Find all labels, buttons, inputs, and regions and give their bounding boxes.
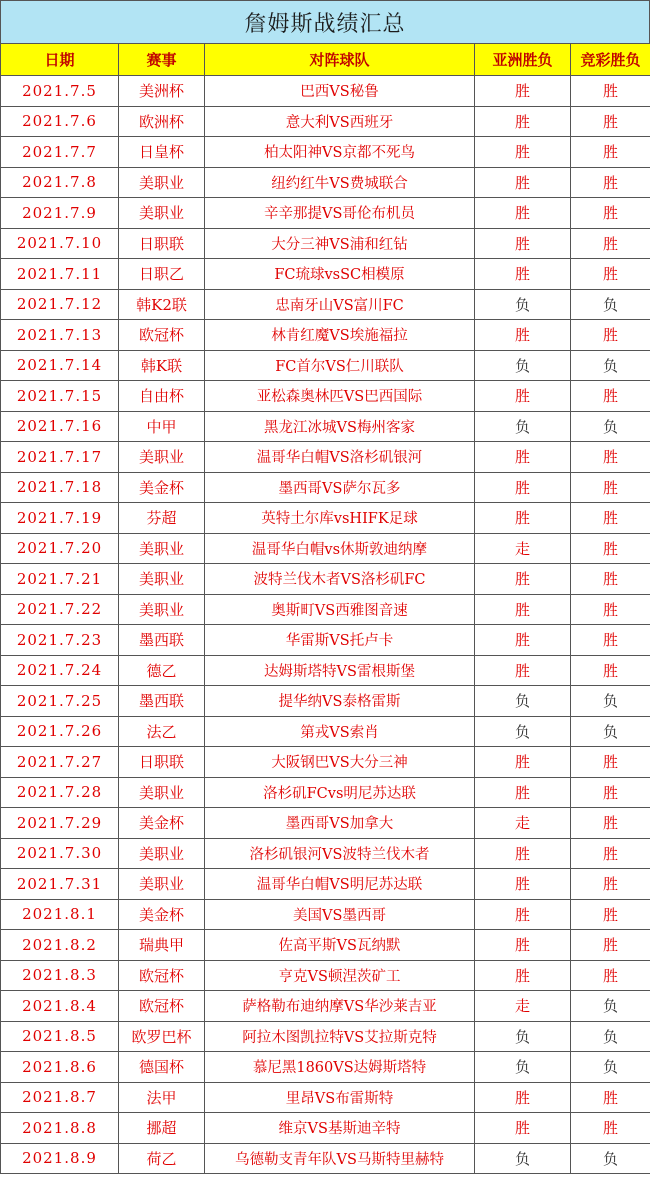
asian-result-cell: 胜 [475,747,571,778]
asian-result-cell: 负 [475,686,571,717]
event-cell: 美职业 [119,198,205,229]
table-row [1,289,650,320]
lottery-result-cell: 胜 [571,808,650,839]
lottery-result-cell: 胜 [571,564,650,595]
date-cell: 2021.7.17 [1,442,119,473]
asian-result-cell: 胜 [475,198,571,229]
table-row [1,228,650,259]
match-cell: 墨西哥VS加拿大 [205,808,475,839]
event-cell: 日职乙 [119,259,205,290]
match-cell: 巴西VS秘鲁 [205,76,475,107]
table-row [1,899,650,930]
match-cell: 林肯红魔VS埃施福拉 [205,320,475,351]
lottery-result-cell: 负 [571,1143,650,1174]
lottery-result-cell: 胜 [571,747,650,778]
asian-result-cell: 负 [475,1052,571,1083]
table-row [1,1021,650,1052]
event-cell: 荷乙 [119,1143,205,1174]
table-row [1,76,650,107]
date-cell: 2021.7.8 [1,167,119,198]
asian-result-cell: 走 [475,808,571,839]
asian-result-cell: 胜 [475,503,571,534]
event-cell: 欧冠杯 [119,320,205,351]
date-cell: 2021.7.29 [1,808,119,839]
match-cell: 波特兰伐木者VS洛杉矶FC [205,564,475,595]
match-cell: 辛辛那提VS哥伦布机员 [205,198,475,229]
table-row [1,625,650,656]
lottery-result-cell: 负 [571,716,650,747]
match-cell: 温哥华白帽VS明尼苏达联 [205,869,475,900]
asian-result-cell: 负 [475,350,571,381]
match-cell: 意大利VS西班牙 [205,106,475,137]
asian-result-cell: 胜 [475,1082,571,1113]
event-cell: 美职业 [119,777,205,808]
date-cell: 2021.7.9 [1,198,119,229]
asian-result-cell: 负 [475,716,571,747]
table-row [1,381,650,412]
date-cell: 2021.7.15 [1,381,119,412]
asian-result-cell: 负 [475,411,571,442]
match-cell: 提华纳VS泰格雷斯 [205,686,475,717]
match-cell: 萨格勒布迪纳摩VS华沙莱吉亚 [205,991,475,1022]
match-cell: FC琉球vsSC相模原 [205,259,475,290]
table-row [1,594,650,625]
table-row [1,411,650,442]
date-cell: 2021.7.20 [1,533,119,564]
match-cell: 乌德勒支青年队VS马斯特里赫特 [205,1143,475,1174]
table-row [1,1143,650,1174]
date-cell: 2021.7.7 [1,137,119,168]
date-cell: 2021.7.21 [1,564,119,595]
asian-result-cell: 胜 [475,228,571,259]
event-cell: 法乙 [119,716,205,747]
asian-result-cell: 胜 [475,442,571,473]
match-cell: 第戎VS索肖 [205,716,475,747]
date-cell: 2021.8.7 [1,1082,119,1113]
date-cell: 2021.8.1 [1,899,119,930]
date-cell: 2021.8.3 [1,960,119,991]
lottery-result-cell: 胜 [571,381,650,412]
header-event: 赛事 [119,44,205,76]
event-cell: 美职业 [119,869,205,900]
event-cell: 瑞典甲 [119,930,205,961]
lottery-result-cell: 胜 [571,533,650,564]
match-cell: 温哥华白帽VS洛杉矶银河 [205,442,475,473]
event-cell: 美职业 [119,838,205,869]
sheet-title: 詹姆斯战绩汇总 [0,0,650,44]
event-cell: 美职业 [119,167,205,198]
lottery-result-cell: 胜 [571,655,650,686]
date-cell: 2021.7.16 [1,411,119,442]
match-cell: 纽约红牛VS费城联合 [205,167,475,198]
asian-result-cell: 胜 [475,655,571,686]
event-cell: 墨西联 [119,625,205,656]
table-row [1,259,650,290]
header-match: 对阵球队 [205,44,475,76]
date-cell: 2021.8.9 [1,1143,119,1174]
event-cell: 美金杯 [119,472,205,503]
date-cell: 2021.7.23 [1,625,119,656]
lottery-result-cell: 胜 [571,472,650,503]
match-cell: 柏太阳神VS京都不死鸟 [205,137,475,168]
lottery-result-cell: 胜 [571,198,650,229]
match-cell: 洛杉矶FCvs明尼苏达联 [205,777,475,808]
match-cell: 洛杉矶银河VS波特兰伐木者 [205,838,475,869]
lottery-result-cell: 负 [571,411,650,442]
table-row [1,442,650,473]
date-cell: 2021.8.5 [1,1021,119,1052]
lottery-result-cell: 胜 [571,259,650,290]
lottery-result-cell: 胜 [571,442,650,473]
event-cell: 美职业 [119,442,205,473]
event-cell: 欧罗巴杯 [119,1021,205,1052]
match-cell: 大阪钢巴VS大分三神 [205,747,475,778]
event-cell: 日皇杯 [119,137,205,168]
table-row [1,960,650,991]
asian-result-cell: 胜 [475,838,571,869]
date-cell: 2021.7.13 [1,320,119,351]
event-cell: 欧洲杯 [119,106,205,137]
match-cell: 亚松森奥林匹VS巴西国际 [205,381,475,412]
event-cell: 德国杯 [119,1052,205,1083]
table-row [1,472,650,503]
match-cell: 亨克VS顿涅茨矿工 [205,960,475,991]
asian-result-cell: 胜 [475,777,571,808]
date-cell: 2021.7.30 [1,838,119,869]
lottery-result-cell: 胜 [571,503,650,534]
date-cell: 2021.7.26 [1,716,119,747]
record-table [0,43,650,1174]
lottery-result-cell: 胜 [571,106,650,137]
lottery-result-cell: 胜 [571,777,650,808]
asian-result-cell: 胜 [475,564,571,595]
lottery-result-cell: 胜 [571,899,650,930]
match-cell: 里昂VS布雷斯特 [205,1082,475,1113]
asian-result-cell: 胜 [475,899,571,930]
match-cell: 英特土尔库vsHIFK足球 [205,503,475,534]
table-row [1,503,650,534]
asian-result-cell: 走 [475,533,571,564]
table-row [1,777,650,808]
event-cell: 美金杯 [119,899,205,930]
asian-result-cell: 胜 [475,594,571,625]
table-row [1,1052,650,1083]
date-cell: 2021.7.11 [1,259,119,290]
date-cell: 2021.7.31 [1,869,119,900]
date-cell: 2021.7.14 [1,350,119,381]
date-cell: 2021.8.2 [1,930,119,961]
table-row [1,198,650,229]
table-row [1,533,650,564]
lottery-result-cell: 胜 [571,137,650,168]
table-row [1,716,650,747]
header-date: 日期 [1,44,119,76]
date-cell: 2021.7.19 [1,503,119,534]
event-cell: 美金杯 [119,808,205,839]
date-cell: 2021.7.25 [1,686,119,717]
lottery-result-cell: 负 [571,991,650,1022]
asian-result-cell: 胜 [475,320,571,351]
event-cell: 芬超 [119,503,205,534]
lottery-result-cell: 胜 [571,76,650,107]
date-cell: 2021.7.27 [1,747,119,778]
event-cell: 挪超 [119,1113,205,1144]
lottery-result-cell: 胜 [571,625,650,656]
lottery-result-cell: 负 [571,1052,650,1083]
lottery-result-cell: 负 [571,289,650,320]
event-cell: 墨西联 [119,686,205,717]
date-cell: 2021.7.10 [1,228,119,259]
table-row [1,320,650,351]
table-row [1,930,650,961]
event-cell: 美职业 [119,533,205,564]
date-cell: 2021.8.4 [1,991,119,1022]
event-cell: 美职业 [119,594,205,625]
match-cell: 慕尼黑1860VS达姆斯塔特 [205,1052,475,1083]
asian-result-cell: 负 [475,289,571,320]
table-row [1,564,650,595]
date-cell: 2021.8.6 [1,1052,119,1083]
lottery-result-cell: 胜 [571,930,650,961]
match-cell: 佐高平斯VS瓦纳默 [205,930,475,961]
asian-result-cell: 胜 [475,930,571,961]
event-cell: 中甲 [119,411,205,442]
match-cell: 阿拉木图凯拉特VS艾拉斯克特 [205,1021,475,1052]
match-cell: 大分三神VS浦和红钻 [205,228,475,259]
asian-result-cell: 胜 [475,167,571,198]
event-cell: 韩K联 [119,350,205,381]
lottery-result-cell: 胜 [571,1113,650,1144]
header-row [1,44,650,76]
asian-result-cell: 胜 [475,106,571,137]
event-cell: 美洲杯 [119,76,205,107]
match-cell: 达姆斯塔特VS雷根斯堡 [205,655,475,686]
asian-result-cell: 胜 [475,472,571,503]
date-cell: 2021.7.22 [1,594,119,625]
date-cell: 2021.8.8 [1,1113,119,1144]
header-lottery: 竞彩胜负 [571,44,650,76]
asian-result-cell: 胜 [475,137,571,168]
table-row [1,991,650,1022]
lottery-result-cell: 胜 [571,960,650,991]
table-row [1,137,650,168]
date-cell: 2021.7.6 [1,106,119,137]
lottery-result-cell: 负 [571,686,650,717]
table-body [1,76,650,1174]
event-cell: 自由杯 [119,381,205,412]
asian-result-cell: 负 [475,1021,571,1052]
lottery-result-cell: 胜 [571,594,650,625]
table-row [1,869,650,900]
table-row [1,686,650,717]
match-cell: FC首尔VS仁川联队 [205,350,475,381]
event-cell: 法甲 [119,1082,205,1113]
table-row [1,838,650,869]
event-cell: 欧冠杯 [119,991,205,1022]
asian-result-cell: 负 [475,1143,571,1174]
event-cell: 韩K2联 [119,289,205,320]
event-cell: 德乙 [119,655,205,686]
table-row [1,808,650,839]
match-cell: 忠南牙山VS富川FC [205,289,475,320]
asian-result-cell: 胜 [475,625,571,656]
event-cell: 美职业 [119,564,205,595]
date-cell: 2021.7.18 [1,472,119,503]
lottery-result-cell: 胜 [571,869,650,900]
table-row [1,1082,650,1113]
lottery-result-cell: 胜 [571,167,650,198]
asian-result-cell: 走 [475,991,571,1022]
match-cell: 华雷斯VS托卢卡 [205,625,475,656]
date-cell: 2021.7.28 [1,777,119,808]
lottery-result-cell: 负 [571,350,650,381]
event-cell: 日职联 [119,747,205,778]
lottery-result-cell: 胜 [571,320,650,351]
asian-result-cell: 胜 [475,869,571,900]
match-cell: 黑龙江冰城VS梅州客家 [205,411,475,442]
date-cell: 2021.7.24 [1,655,119,686]
table-row [1,350,650,381]
match-cell: 奥斯町VS西雅图音速 [205,594,475,625]
table-row [1,106,650,137]
asian-result-cell: 胜 [475,1113,571,1144]
match-cell: 温哥华白帽vs休斯敦迪纳摩 [205,533,475,564]
table-row [1,655,650,686]
table-row [1,747,650,778]
table-row [1,167,650,198]
asian-result-cell: 胜 [475,76,571,107]
match-cell: 墨西哥VS萨尔瓦多 [205,472,475,503]
lottery-result-cell: 胜 [571,228,650,259]
asian-result-cell: 胜 [475,960,571,991]
lottery-result-cell: 胜 [571,838,650,869]
asian-result-cell: 胜 [475,259,571,290]
lottery-result-cell: 胜 [571,1082,650,1113]
asian-result-cell: 胜 [475,381,571,412]
match-cell: 美国VS墨西哥 [205,899,475,930]
event-cell: 欧冠杯 [119,960,205,991]
lottery-result-cell: 负 [571,1021,650,1052]
date-cell: 2021.7.5 [1,76,119,107]
event-cell: 日职联 [119,228,205,259]
header-asian: 亚洲胜负 [475,44,571,76]
table-row [1,1113,650,1144]
match-cell: 维京VS基斯迪辛特 [205,1113,475,1144]
date-cell: 2021.7.12 [1,289,119,320]
